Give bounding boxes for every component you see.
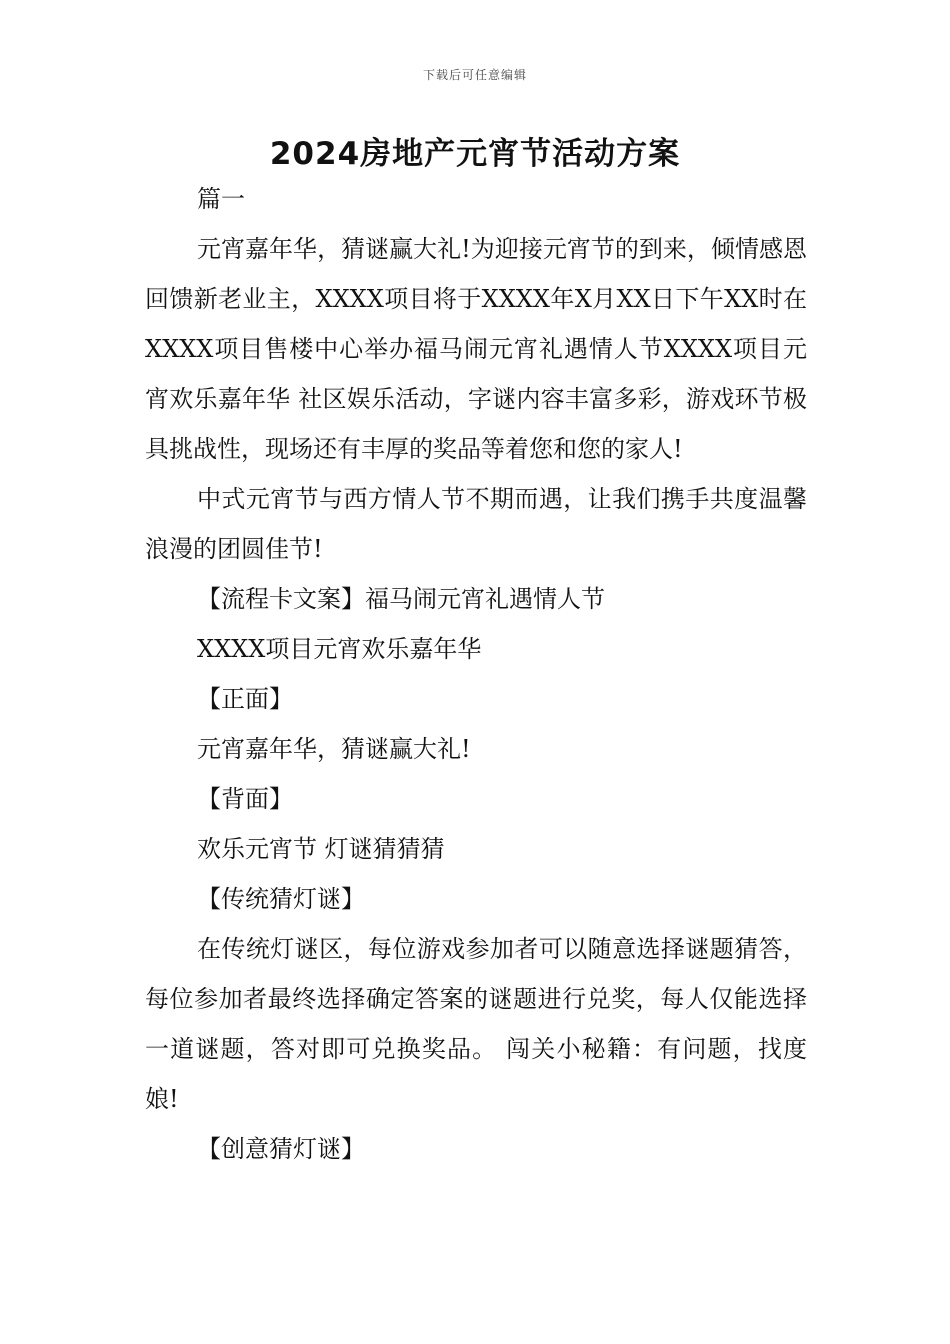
paragraph-traditional-riddles: 在传统灯谜区，每位游戏参加者可以随意选择谜题猜答，每位参加者最终选择确定答案的谜题进行兑奖，每人仅能选择一道谜题，答对即可兑换奖品。 闯关小秘籍：有问题，找度娘! <box>145 935 807 1113</box>
paragraph-back-text: 欢乐元宵节 灯谜猜猜猜 <box>197 835 445 863</box>
paragraph-project-name: XXXX项目元宵欢乐嘉年华 <box>197 635 482 663</box>
document-title: 2024房地产元宵节活动方案 <box>269 136 681 172</box>
paragraph-festival: 中式元宵节与西方情人节不期而遇，让我们携手共度温馨浪漫的团圆佳节! <box>145 485 807 563</box>
heading-front: 【正面】 <box>197 685 293 713</box>
heading-back: 【背面】 <box>197 785 293 813</box>
document-body <box>145 174 807 1174</box>
paragraph-intro: 元宵嘉年华，猜谜赢大礼!为迎接元宵节的到来，倾情感恩回馈新老业主，XXXX项目将于XXXX年X月XX日下午XX时在XXXX项目售楼中心举办福马闹元宵礼遇情人节XXXX项目元宵欢乐嘉年华 社区娱乐活动，字谜内容丰富多彩，游戏环节极具挑战性，现场还有丰厚的奖品等着您和您的家人! <box>145 235 807 463</box>
heading-creative-riddles: 【创意猜灯谜】 <box>197 1135 365 1163</box>
header-note: 下载后可任意编辑 <box>422 68 527 82</box>
heading-traditional-riddles: 【传统猜灯谜】 <box>197 885 365 913</box>
section-label: 篇一 <box>197 185 245 213</box>
paragraph-front-text: 元宵嘉年华，猜谜赢大礼! <box>197 735 471 763</box>
paragraph-flow-card: 【流程卡文案】福马闹元宵礼遇情人节 <box>197 585 605 613</box>
